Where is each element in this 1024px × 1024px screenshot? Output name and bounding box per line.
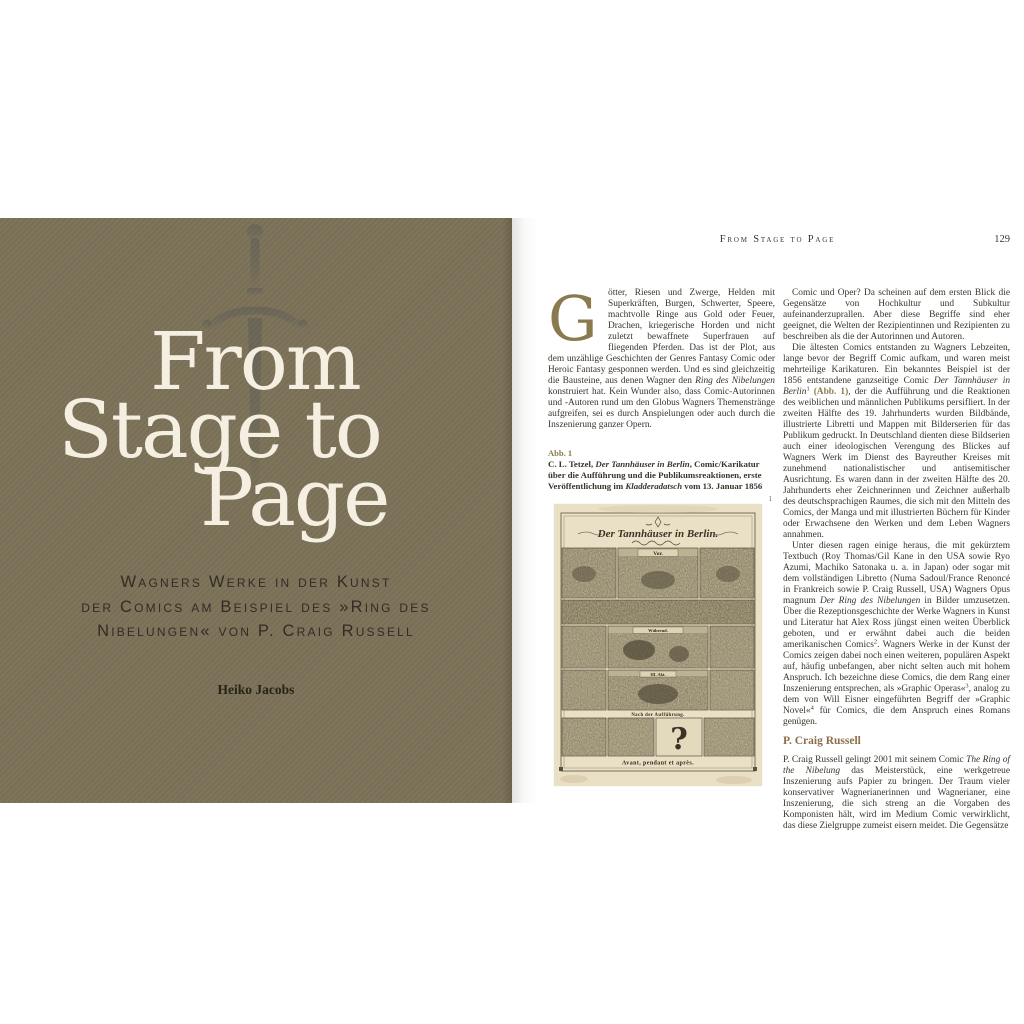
author-name: Heiko Jacobs [217,682,295,697]
opening-paragraph-text: ötter, Riesen und Zwerge, Helden mit Superkräften, Burgen, Schwerter, Speere, machtvolle Ringe aus Gold oder Feuer, Drachen, kriegerische Horden und nicht zuletzt bewaffnete Superfrauen auf fliegenden Pferden. Das ist der Plot, aus dem unzählige Geschichten der Genres Fantasy Comic oder Heroic Fantasy gesponnen werden. Und es sind gleichzeitig die Bausteine, aus denen Wagner den Ring des Nibelungen konstruiert hat. Kein Wunder also, dass Comic-Autorinnen und -Autoren rund um den Globus Wagners Themenstränge aufgreifen, sei es durch Anspielungen oder auch durch die Inszenierung ganzer Opern. [548,288,775,430]
left-page [0,218,512,803]
artwork-section-vor: Vor. [653,551,663,557]
caricature-page-graphic [554,504,762,786]
artwork-section-nach: Nach der Aufführung. [631,713,685,718]
body-paragraph-1: Comic und Oper? Da scheinen auf dem ersten Blick die Gegensätze von Hochkultur und Subkultur aufeinanderzuprallen. Aber diese Begriffe sind eher geeignet, die Welten der Rezipientinnen und Rezipienten zu beschreiben als die der Autorinnen und Autoren. [783,288,1010,342]
right-page [512,218,1024,831]
dropcap-letter: G [548,282,598,355]
subtitle-line-3: Nibelungen« von P. Craig Russell [97,622,415,640]
figure-caption: C. L. Tetzel, Der Tannhäuser in Berlin, Comic/Karikatur über die Aufführung und die Publikumsreaktionen, erste Veröffentlichung im Kladderadatsch vom 13. Januar 1856 [548,459,763,491]
text-column-right [783,288,1010,832]
figure-number: 1 [768,495,772,503]
figure-artwork-tannhauser-caricature [554,504,762,786]
text-column-left [548,282,775,786]
figure-label: Abb. 1 [548,448,573,458]
running-header [545,234,1010,250]
section-heading: P. Craig Russell [783,735,861,747]
artwork-section-akt: III. Akt. [650,672,666,677]
artwork-title: Der Tannhäuser in Berlin. [597,528,719,540]
artwork-section-waehrend: Während. [648,628,668,634]
subtitle-line-2: der Comics am Beispiel des »Ring des [81,597,431,616]
title-line-3: Page [200,451,389,544]
running-header-title: From Stage to Page [719,234,836,245]
body-paragraph-2: Die ältesten Comics entstanden zu Wagners Lebzeiten, lange bevor der Begriff Comic aufkam, und waren meist mehrteilige Karikaturen. Ein bekanntes Beispiel ist der 1856 entstandene ganzseitige Comic Der Tannhäuser in Berlin$^1$ (Abb. 1), der die Aufführung und die Reaktionen des weiblichen und männlichen Publikums persifliert. In der zweiten Hälfte des 19. Jahrhunderts wurden Bildbände, illustrierte Libretti und Mappen mit Bilderserien für das Publikum gedruckt. In Deutschland dienten diese Bildserien auch einer ideologischen Verengung des Blickes auf Wagners Werk im Dienst des Bayreuther Kreises mit zunehmend nationalistischer und antisemitischer Ausrichtung. Es waren dann in der zweiten Hälfte des 20. Jahrhunderts eher Zeichnerinnen und Zeichner außerhalb des deutschsprachigen Raumes, die sich mit den Mitteln des Comics, der Manga und mit illustrierten Büchern für Kinder oder Erwachsene den Werken und dem Leben Wagners annahmen. [783,343,1011,540]
artwork-question-mark-glyph: ? [670,722,688,757]
body-paragraph-3: Unter diesen ragen einige heraus, die mit gekürztem Textbuch (Roy Thomas/Gil Kane in den USA sowie Ryo Azumi, Machiko Satonaka u. a. in Japan) oder sogar mit dem vollständigen Libretto (Numa Sadoul/France Renoncé in Frankreich sowie P. Craig Russell, USA) Wagners Opus magnum Der Ring des Nibelungen in Bilder umzusetzen. Über die Rezeptionsgeschichte der Werke Wagners in Kunst und Literatur hat Alex Ross jüngst einen weiten Überblick geboten, und er erwähnt dabei auch die beiden amerikanischen Comics$^2$. Wagners Werke in der Kunst der Comics zeigen dabei noch einen weiteren, populären Aspekt auf, häufig unbefangen, aber nicht selten auch mit hohem Anspruch. Ich bezeichne diese Comics, die dem Rang einer Inszenierung entsprechen, als »Graphic Operas«$^3$, analog zu dem von Will Eisner eingeführten Begriff der »Graphic Novel«$^4$ für Comics, die dem Anspruch eines Romans genügen. [783,541,1010,727]
subtitle-line-1: Wagners Werke in der Kunst [120,573,392,591]
title-line-1: From [150,315,360,408]
page-number: 129 [994,234,1010,245]
title-line-2: Stage to [58,383,381,476]
body-paragraph-4: P. Craig Russell gelingt 2001 mit seinem Comic The Ring of the Nibelung das Meisterstück, eine werkgetreue Inszenierung aufs Papier zu bringen. Der Traum vieler konservativer Wagnerianerinnen und Wagnerianer, eine Inszenierung, die sich streng an die Vorgaben des Komponisten hält, wird im Medium Comic verwirklicht, das diese Zielgruppe zumeist eisern meidet. Die Gegensätze [783,755,1011,831]
opening-paragraph [548,282,775,431]
chapter-subtitle [16,570,496,644]
artwork-bottom-caption: Avant, pendant et après. [622,760,694,767]
